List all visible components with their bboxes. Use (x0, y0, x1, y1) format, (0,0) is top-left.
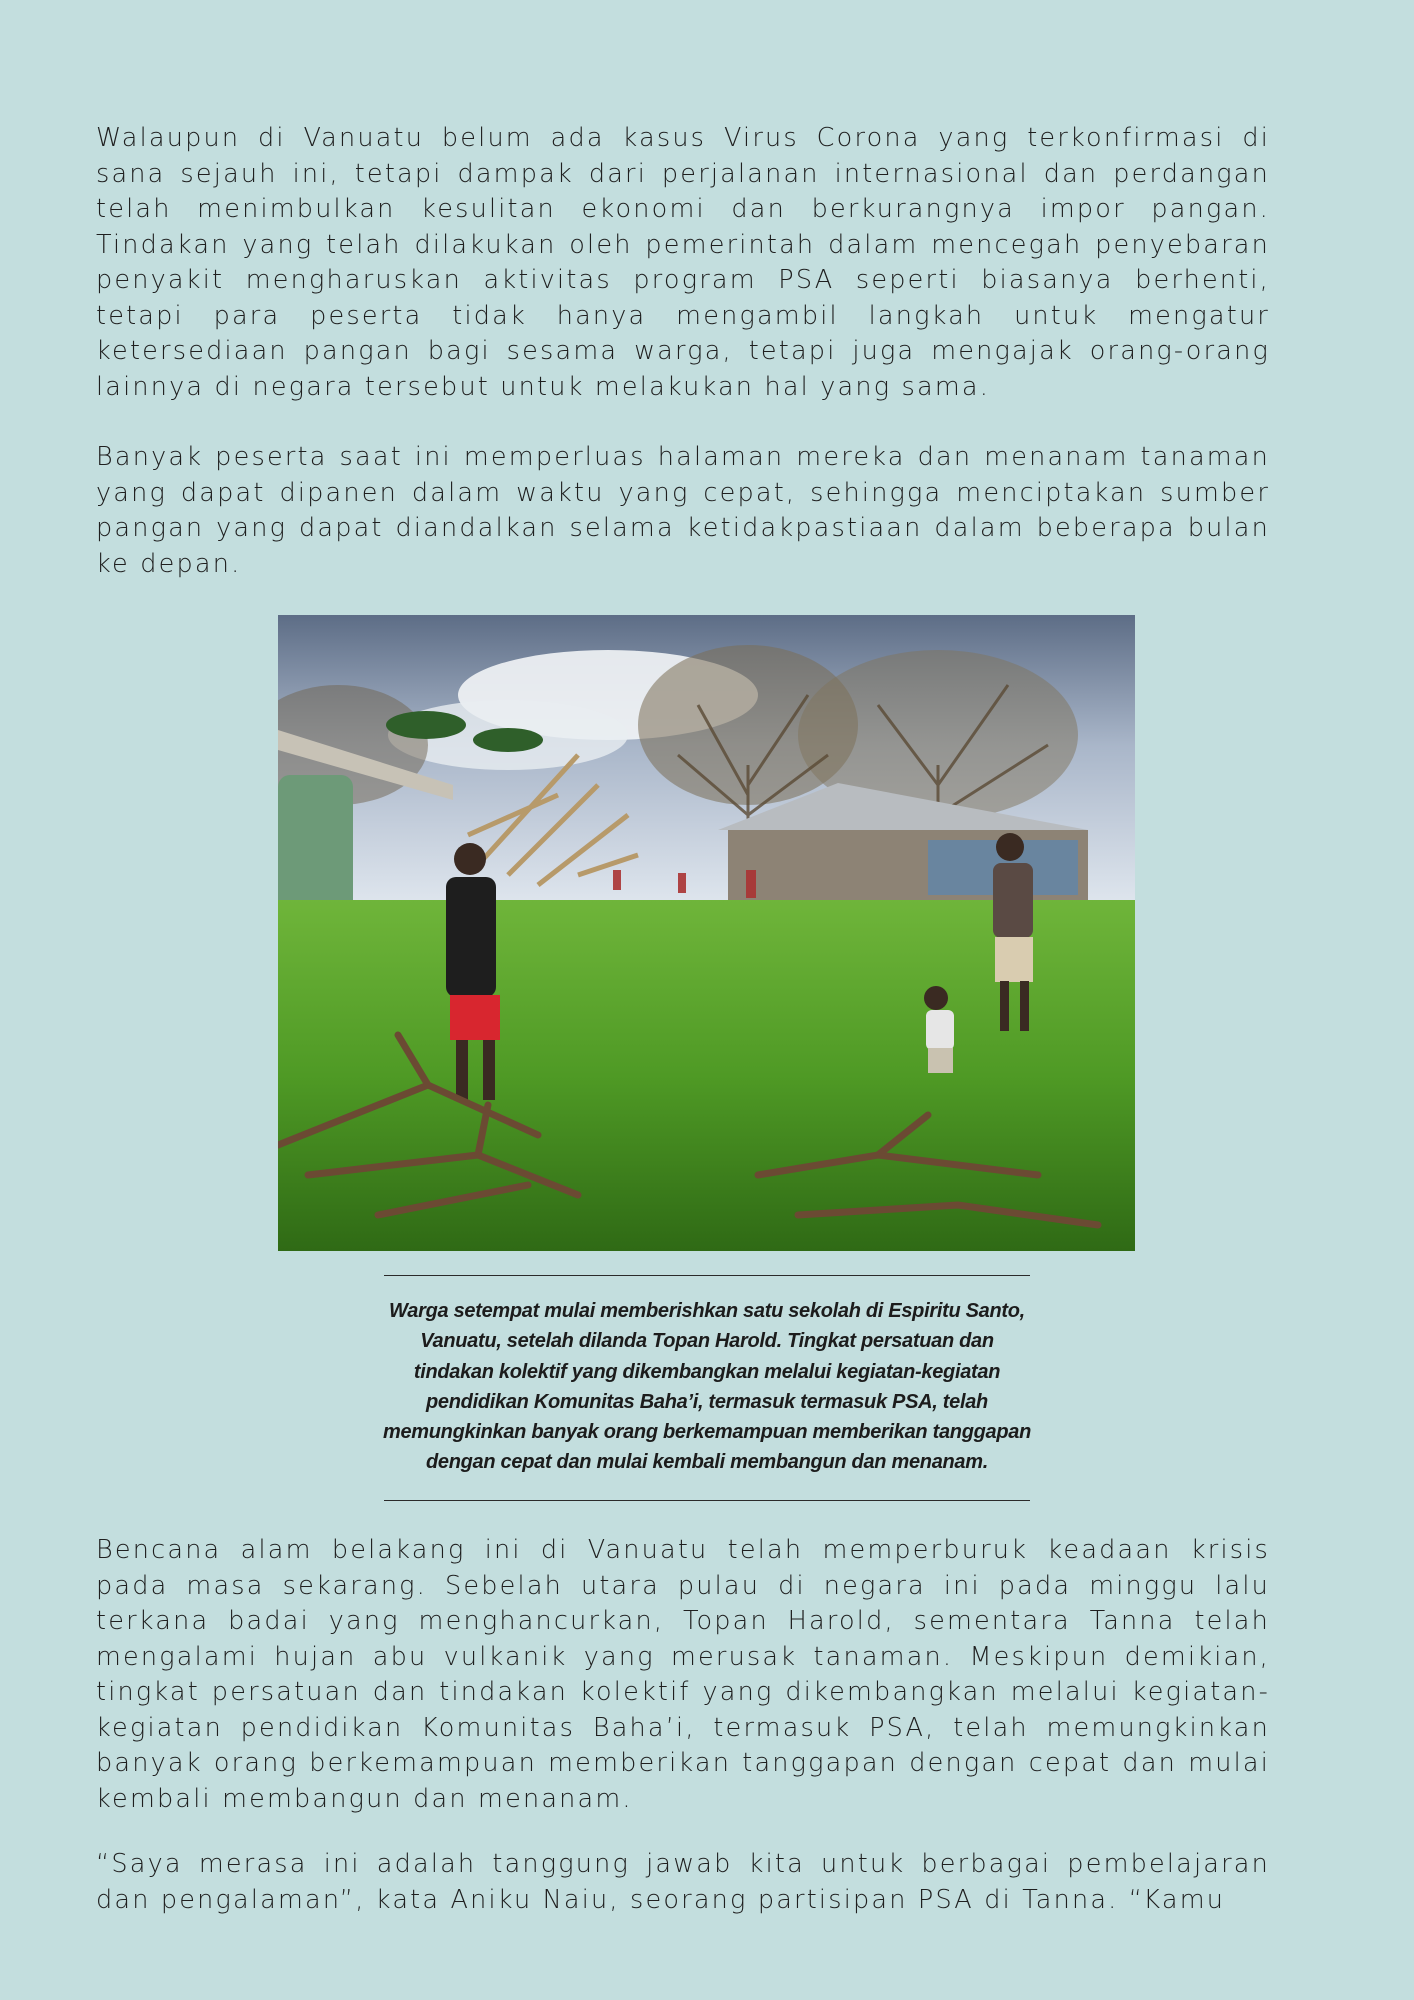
caption-rule-bottom (384, 1500, 1030, 1501)
body-paragraph-3: Bencana alam belakang ini di Vanuatu telah memperburuk keadaan krisis pada masa sekarang. Sebelah utara pulau di negara ini pada minggu lalu terkana badai yang menghancurkan, Topan Harold, sementara Tanna telah mengalami hujan abu vulkanik yang merusak tanaman. Meskipun demikian, tingkat persatuan dan tindakan kolektif yang dikembangkan melalui kegiatan-kegiatan pendidikan Komunitas Baha’i, termasuk PSA, telah memungkinkan banyak orang berkemampuan memberikan tanggapan dengan cepat dan mulai kembali membangun dan menanam. (96, 1535, 1270, 1814)
photo-caption (330, 1296, 1084, 1478)
caption-line: Warga setempat mulai memberishkan satu sekolah di Espiritu Santo, (389, 1300, 1025, 1322)
caption-line: Vanuatu, setelah dilanda Topan Harold. Tingkat persatuan dan (420, 1330, 994, 1353)
caption-line: memungkinkan banyak orang berkemampuan memberikan tanggapan (382, 1421, 1032, 1444)
caption-line: pendidikan Komunitas Baha’i, termasuk termasuk PSA, telah (426, 1390, 988, 1413)
body-paragraph-4: “Saya merasa ini adalah tanggung jawab kita untuk berbagai pembelajaran dan pengalaman”, kata Aniku Naiu, seorang partisipan PSA di Tanna. “Kamu (96, 1849, 1270, 1915)
body-paragraph-2: Banyak peserta saat ini memperluas halaman mereka dan menanam tanaman yang dapat dipanen dalam waktu yang cepat, sehingga menciptakan sumber pangan yang dapat diandalkan selama ketidakpastiaan dalam beberapa bulan ke depan. (96, 442, 1270, 579)
cyclone-cleanup-photo (278, 615, 1135, 1251)
body-paragraph-1: Walaupun di Vanuatu belum ada kasus Virus Corona yang terkonfirmasi di sana sejauh ini, tetapi dampak dari perjalanan internasional dan perdangan telah menimbulkan kesulitan ekonomi dan berkurangnya impor pangan. Tindakan yang telah dilakukan oleh pemerintah dalam mencegah penyebaran penyakit mengharuskan aktivitas program PSA seperti biasanya berhenti, tetapi para peserta tidak hanya mengambil langkah untuk mengatur ketersediaan pangan bagi sesama warga, tetapi juga mengajak orang-orang lainnya di negara tersebut untuk melakukan hal yang sama. (96, 123, 1270, 402)
caption-line: tindakan kolektif yang dikembangkan melalui kegiatan-kegiatan (413, 1360, 1001, 1383)
caption-line: dengan cepat dan mulai kembali membangun dan menanam. (425, 1451, 988, 1474)
caption-rule-top (384, 1275, 1030, 1276)
